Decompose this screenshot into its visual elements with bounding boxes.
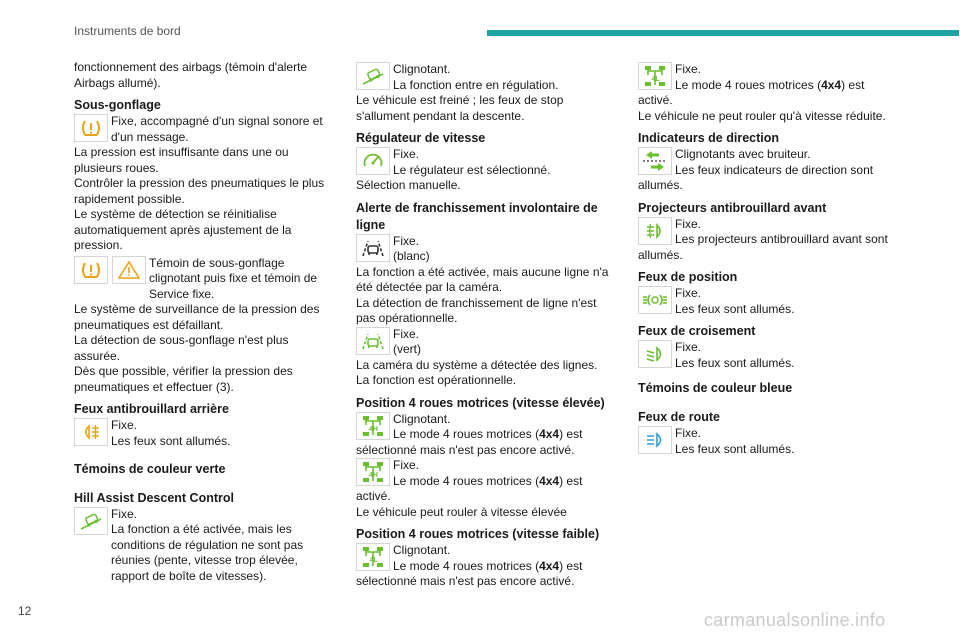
4l-drive-icon [638, 62, 672, 90]
body-text: allumés. [638, 178, 683, 192]
body-text: Contrôler la pression des pneumatiques le plus rapidement possible. [74, 176, 325, 206]
body-text: Sélection manuelle. [356, 178, 461, 192]
entry-text: (blanc) [393, 249, 430, 263]
heading-hill-assist: Hill Assist Descent Control [74, 491, 234, 505]
position-lights-icon [638, 286, 672, 314]
entry-indicateurs-direction [638, 147, 896, 178]
intro-text: fonctionnement des airbags (témoin d'alerte Airbags allumé). [74, 60, 308, 90]
running-header: Instruments de bord [74, 24, 181, 38]
entry-text: Clignotant. [393, 411, 451, 426]
body-text: La pression est insuffisante dans une ou plusieurs roues. [74, 145, 289, 175]
entry-text [393, 427, 582, 443]
body-text: La fonction est opérationnelle. [356, 373, 517, 387]
text-span: Le mode 4 roues motrices ( [393, 558, 540, 573]
entry-text: Fixe. [393, 458, 420, 472]
heading-4x4-faible: Position 4 roues motrices (vitesse faible) [356, 527, 600, 541]
entry-text: Fixe. [675, 340, 702, 354]
rear-fog-light-icon [74, 418, 108, 446]
warning-triangle-icon [112, 256, 146, 284]
entry-text: Fixe. [675, 216, 702, 231]
heading-4x4-elevee: Position 4 roues motrices (vitesse élevée) [356, 395, 605, 410]
hill-descent-icon [356, 62, 390, 90]
body-text: allumés. [638, 247, 683, 262]
entry-text: Les feux indicateurs de direction sont [675, 162, 874, 177]
watermark: carmanualsonline.info [704, 610, 886, 630]
heading-feux-croisement: Feux de croisement [638, 324, 756, 338]
entry-text: Fixe. [111, 418, 138, 432]
body-text: Le véhicule est freiné ; les feux de stop s'allument pendant la descente. [356, 93, 564, 123]
entry-hill-assist-flashing [356, 62, 614, 93]
body-text: Dès que possible, vérifier la pression des pneumatiques et effectuer (3). [74, 364, 293, 394]
svg-text:4H: 4H [369, 425, 378, 433]
entry-text: Fixe, accompagné d'un signal sonore et d'un message. [111, 114, 323, 144]
entry-projecteurs-antibrouillard [638, 217, 896, 248]
entry-text [675, 78, 864, 94]
lane-departure-white-icon [356, 234, 390, 262]
entry-text: Fixe. [393, 233, 420, 248]
entry-4x4-faible-fixed [638, 62, 896, 93]
turn-signal-icon [638, 147, 672, 175]
body-text: Le véhicule ne peut rouler qu'à vitesse réduite. [638, 108, 886, 123]
entry-feux-position [638, 286, 896, 317]
entry-text: Fixe. [393, 326, 420, 341]
entry-alerte-blanc [356, 234, 614, 265]
entry-text: Les feux sont allumés. [675, 441, 795, 456]
entry-antibrouillard-arriere [74, 418, 332, 449]
heading-alerte-franchissement: Alerte de franchissement involontaire de ligne [356, 200, 598, 232]
heading-feux-route: Feux de route [638, 410, 720, 424]
entry-text [393, 559, 582, 575]
body-text: Le système de surveillance de la pression des pneumatiques est défaillant. [74, 302, 320, 332]
column-1 [74, 60, 332, 584]
text-span: Le mode 4 roues motrices ( [393, 427, 540, 441]
entry-feux-route [638, 426, 896, 457]
heading-regulateur: Régulateur de vitesse [356, 131, 486, 145]
body-text: activé. [638, 93, 673, 107]
entry-alerte-vert [356, 327, 614, 358]
entry-text: Les projecteurs antibrouillard avant sont [675, 232, 888, 246]
entry-4x4-elevee-fixed [356, 458, 614, 489]
entry-text: Fixe. [675, 426, 702, 440]
body-text: Le véhicule peut rouler à vitesse élevée [356, 504, 567, 519]
entry-text: Les feux sont allumés. [111, 433, 231, 448]
entry-text: Clignotants avec bruiteur. [675, 147, 811, 161]
entry-4x4-faible-flashing [356, 543, 614, 574]
heading-indicateurs-direction: Indicateurs de direction [638, 131, 780, 145]
body-text: La détection de franchissement de ligne n'est pas opérationnelle. [356, 295, 597, 325]
svg-text:4L: 4L [651, 76, 660, 83]
svg-text:4L: 4L [369, 557, 378, 564]
entry-text: Le régulateur est sélectionné. [393, 162, 551, 177]
speedometer-icon [356, 147, 390, 175]
entry-text: Fixe. [675, 286, 702, 300]
header-accent-bar [487, 30, 959, 36]
body-text: sélectionné mais n'est pas encore activé. [356, 574, 575, 588]
entry-regulateur [356, 147, 614, 178]
entry-text: Témoin de sous-gonflage clignotant puis fixe et témoin de Service fixe. [149, 255, 318, 301]
bold-span: 4x4 [539, 427, 560, 441]
tyre-pressure-icon [74, 256, 108, 284]
bold-span: 4x4 [539, 558, 560, 573]
entry-4x4-elevee-flashing [356, 412, 614, 443]
text-span: ) est [559, 473, 583, 488]
column-2 [356, 62, 614, 590]
body-text: La fonction a été activée, mais les conditions de régulation ne sont pas réunies (pente, vitesse trop élevée, rapport de boîte de vitesses). [111, 522, 304, 583]
hill-descent-icon [74, 507, 108, 535]
4l-drive-icon [356, 543, 390, 571]
text-span: ) est [841, 77, 865, 92]
entry-sous-gonflage-1 [74, 114, 332, 145]
svg-text:4H: 4H [369, 472, 378, 479]
dipped-beam-icon [638, 340, 672, 368]
page-number: 12 [18, 604, 32, 618]
heading-temoins-verte: Témoins de couleur verte [74, 462, 226, 476]
body-text: La caméra du système a détectée des lignes. [356, 357, 598, 372]
entry-text: Clignotant. [393, 62, 451, 76]
heading-feux-position: Feux de position [638, 270, 738, 284]
entry-text: Fixe. [111, 507, 138, 521]
entry-text: Les feux sont allumés. [675, 355, 795, 370]
bold-span: 4x4 [821, 77, 842, 92]
heading-temoins-bleue: Témoins de couleur bleue [638, 381, 793, 395]
entry-sous-gonflage-2 [74, 256, 332, 303]
text-span: Le mode 4 roues motrices ( [675, 77, 822, 92]
text-span: Le mode 4 roues motrices ( [393, 473, 540, 488]
column-3 [638, 62, 896, 457]
entry-feux-croisement [638, 340, 896, 371]
front-fog-light-icon [638, 217, 672, 245]
entry-text: (vert) [393, 342, 421, 356]
body-text: Le système de détection se réinitialise automatiquement après ajustement de la pression. [74, 207, 292, 252]
entry-text: La fonction entre en régulation. [393, 77, 559, 92]
body-text: La fonction a été activée, mais aucune ligne n'a été détectée par la caméra. [356, 264, 609, 294]
body-text: La détection de sous-gonflage n'est plus assurée. [74, 333, 289, 363]
entry-text: Fixe. [393, 147, 420, 161]
heading-antibrouillard-arriere: Feux antibrouillard arrière [74, 402, 229, 416]
entry-text [393, 474, 582, 490]
main-beam-icon [638, 426, 672, 454]
4h-drive-icon [356, 458, 390, 486]
heading-sous-gonflage: Sous-gonflage [74, 98, 161, 112]
text-span: ) est [559, 558, 583, 573]
heading-projecteurs-antibrouillard: Projecteurs antibrouillard avant [638, 200, 827, 215]
tyre-pressure-icon [74, 114, 108, 142]
bold-span: 4x4 [539, 473, 560, 488]
lane-departure-green-icon [356, 327, 390, 355]
entry-text: Fixe. [675, 62, 702, 76]
entry-text: Les feux sont allumés. [675, 301, 795, 316]
body-text: sélectionné mais n'est pas encore activé. [356, 442, 575, 457]
text-span: ) est [559, 427, 583, 441]
4h-drive-icon [356, 412, 390, 440]
entry-text: Clignotant. [393, 543, 451, 557]
body-text: activé. [356, 489, 391, 503]
